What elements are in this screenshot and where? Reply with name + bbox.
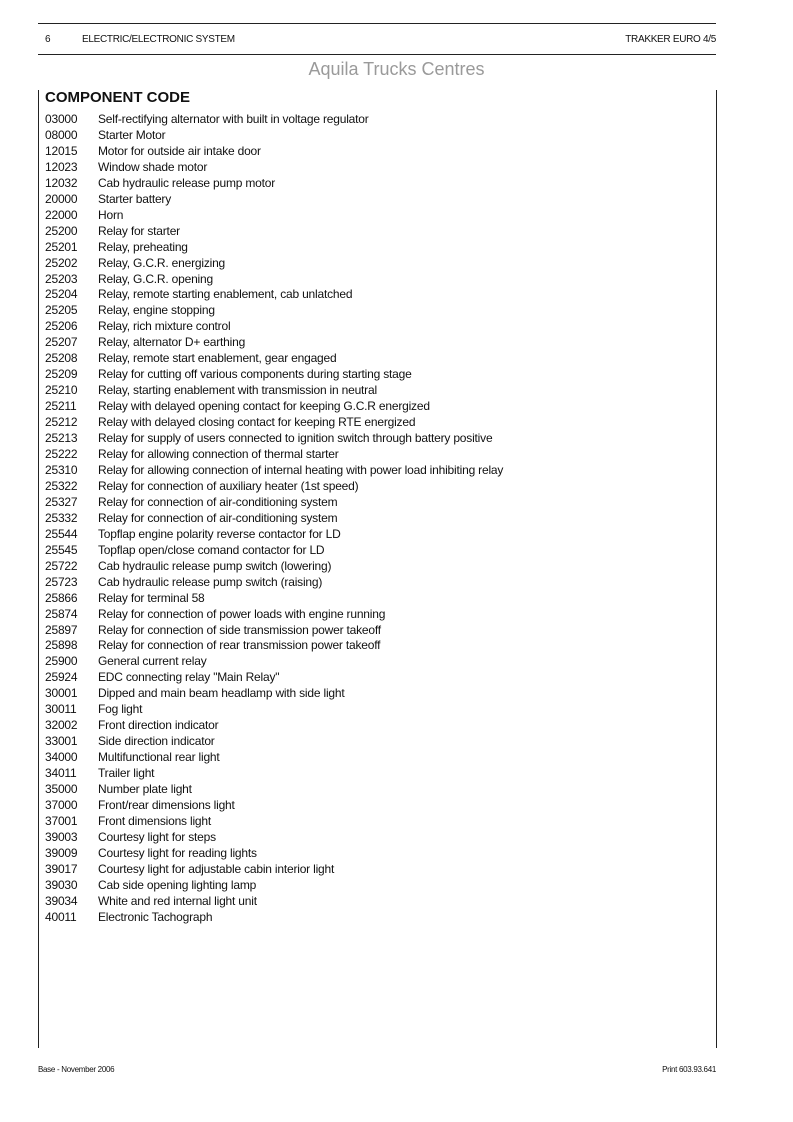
component-code: 20000 <box>45 191 78 206</box>
component-description: Relay for supply of users connected to ignition switch through battery positive <box>98 431 493 446</box>
component-description: Relay for allowing connection of thermal starter <box>98 447 339 462</box>
component-code: 03000 <box>45 112 78 126</box>
component-row <box>45 797 503 813</box>
component-description: Relay for connection of side transmission power takeoff <box>98 622 381 637</box>
component-code: 35000 <box>45 782 78 797</box>
component-code: 37001 <box>45 813 78 828</box>
component-code: 25866 <box>45 590 78 605</box>
component-row <box>45 813 503 829</box>
component-description: Relay for connection of air-conditioning system <box>98 510 338 525</box>
header-bottom-rule <box>38 54 716 55</box>
component-code: 37000 <box>45 797 78 812</box>
watermark: Aquila Trucks Centres <box>308 59 485 79</box>
component-description: Relay, G.C.R. opening <box>98 271 213 286</box>
component-code: 08000 <box>45 127 78 142</box>
component-code: 34000 <box>45 750 78 765</box>
component-code: 25205 <box>45 303 78 318</box>
component-row <box>45 255 503 271</box>
component-description: Relay, alternator D+ earthing <box>98 335 246 350</box>
component-description: Trailer light <box>98 766 155 781</box>
component-code: 39017 <box>45 861 78 876</box>
component-row <box>45 574 503 590</box>
component-description: Relay, remote start enablement, gear engaged <box>98 351 337 366</box>
component-code: 12015 <box>45 143 78 158</box>
component-description: Cab hydraulic release pump switch (raising) <box>98 574 323 589</box>
component-description: Front direction indicator <box>98 718 219 733</box>
component-row <box>45 669 503 685</box>
component-description: Courtesy light for steps <box>98 829 216 844</box>
component-row <box>45 606 503 622</box>
component-code: 25310 <box>45 462 78 477</box>
component-row <box>45 286 503 302</box>
component-row <box>45 733 503 749</box>
component-code: 25203 <box>45 271 78 286</box>
component-description: Cab hydraulic release pump switch (lowering) <box>98 558 332 573</box>
component-code: 39030 <box>45 877 78 892</box>
model-name: TRAKKER EURO 4/5 <box>625 34 716 45</box>
component-description: Relay, remote starting enablement, cab unlatched <box>98 287 353 302</box>
component-code: 25900 <box>45 654 78 669</box>
component-description: Relay, preheating <box>98 239 188 254</box>
component-description: Topflap engine polarity reverse contactor for LD <box>98 526 341 541</box>
component-row <box>45 749 503 765</box>
component-row <box>45 542 503 558</box>
component-row <box>45 143 503 159</box>
component-row <box>45 893 503 909</box>
component-description: Starter Motor <box>98 127 166 142</box>
component-row <box>45 350 503 366</box>
component-description: White and red internal light unit <box>98 893 257 908</box>
component-row <box>45 845 503 861</box>
component-code: 40011 <box>45 909 77 924</box>
component-description: Relay, rich mixture control <box>98 319 231 334</box>
component-description: Relay, engine stopping <box>98 303 215 318</box>
component-description: Horn <box>98 207 124 222</box>
component-description: Relay for connection of rear transmission power takeoff <box>98 638 381 653</box>
component-row <box>45 526 503 542</box>
component-row <box>45 414 503 430</box>
component-row <box>45 590 503 606</box>
component-description: Relay for starter <box>98 223 180 238</box>
component-description: Topflap open/close comand contactor for LD <box>98 542 325 557</box>
component-row <box>45 382 503 398</box>
component-code: 39034 <box>45 893 78 908</box>
component-description: Relay with delayed closing contact for keeping RTE energized <box>98 415 416 430</box>
component-code: 25332 <box>45 510 78 525</box>
component-description: Relay for allowing connection of internal heating with power load inhibiting relay <box>98 462 504 477</box>
component-code: 25208 <box>45 351 78 366</box>
component-code: 25874 <box>45 606 78 621</box>
component-code: 30011 <box>45 702 77 717</box>
component-description: Starter battery <box>98 191 172 206</box>
component-row <box>45 909 503 925</box>
component-row <box>45 510 503 526</box>
component-row <box>45 765 503 781</box>
component-description: Multifunctional rear light <box>98 750 220 765</box>
component-code: 25322 <box>45 478 78 493</box>
component-code: 12023 <box>45 159 78 174</box>
component-code: 25897 <box>45 622 78 637</box>
component-row <box>45 430 503 446</box>
component-code: 25222 <box>45 447 78 462</box>
component-row <box>45 271 503 287</box>
component-description: Cab hydraulic release pump motor <box>98 175 276 190</box>
page-heading: COMPONENT CODE <box>45 89 191 106</box>
component-code: 25211 <box>45 399 77 414</box>
component-row <box>45 159 503 175</box>
component-row <box>45 302 503 318</box>
component-code: 39009 <box>45 845 78 860</box>
component-row <box>45 175 503 191</box>
component-row <box>45 111 503 127</box>
component-code: 39003 <box>45 829 78 844</box>
component-description: Relay for connection of power loads with engine running <box>98 606 386 621</box>
component-description: Dipped and main beam headlamp with side light <box>98 686 345 701</box>
component-code: 32002 <box>45 718 78 733</box>
component-code: 12032 <box>45 175 78 190</box>
page-number: 6 <box>45 34 51 45</box>
component-description: Cab side opening lighting lamp <box>98 877 257 892</box>
component-row <box>45 781 503 797</box>
component-description: Courtesy light for adjustable cabin interior light <box>98 861 335 876</box>
component-row <box>45 398 503 414</box>
component-description: Relay, starting enablement with transmission in neutral <box>98 383 377 398</box>
component-row <box>45 701 503 717</box>
component-list <box>45 111 503 925</box>
component-code: 25204 <box>45 287 78 302</box>
component-code: 30001 <box>45 686 78 701</box>
component-row <box>45 334 503 350</box>
component-code: 25212 <box>45 415 78 430</box>
component-row <box>45 637 503 653</box>
component-description: Motor for outside air intake door <box>98 143 261 158</box>
component-code: 25200 <box>45 223 78 238</box>
component-row <box>45 191 503 207</box>
component-code: 25545 <box>45 542 78 557</box>
footer-print-code: Print 603.93.641 <box>662 1065 716 1074</box>
component-row <box>45 558 503 574</box>
component-description: Side direction indicator <box>98 734 215 749</box>
component-row <box>45 223 503 239</box>
component-description: Relay for cutting off various components during starting stage <box>98 367 412 382</box>
component-code: 25207 <box>45 335 78 350</box>
component-code: 22000 <box>45 207 78 222</box>
footer-edition: Base - November 2006 <box>38 1065 115 1074</box>
component-description: Electronic Tachograph <box>98 909 213 924</box>
component-row <box>45 685 503 701</box>
right-margin-rule <box>716 90 717 1048</box>
component-description: Fog light <box>98 702 143 717</box>
component-description: Relay for connection of auxiliary heater (1st speed) <box>98 478 359 493</box>
component-row <box>45 366 503 382</box>
component-code: 25213 <box>45 431 78 446</box>
component-code: 25327 <box>45 494 78 509</box>
component-description: Number plate light <box>98 782 192 797</box>
component-description: EDC connecting relay "Main Relay" <box>98 670 280 685</box>
component-description: Relay, G.C.R. energizing <box>98 255 226 270</box>
component-description: Self-rectifying alternator with built in voltage regulator <box>98 112 369 126</box>
component-code: 25898 <box>45 638 78 653</box>
component-row <box>45 861 503 877</box>
component-row <box>45 478 503 494</box>
component-row <box>45 653 503 669</box>
component-row <box>45 622 503 638</box>
component-description: Relay for connection of air-conditioning system <box>98 494 338 509</box>
component-row <box>45 494 503 510</box>
component-row <box>45 877 503 893</box>
component-row <box>45 239 503 255</box>
left-margin-rule <box>38 90 39 1048</box>
component-row <box>45 829 503 845</box>
component-row <box>45 446 503 462</box>
component-description: Front dimensions light <box>98 813 211 828</box>
component-description: Front/rear dimensions light <box>98 797 235 812</box>
component-code: 34011 <box>45 766 77 781</box>
component-code: 25210 <box>45 383 78 398</box>
component-row <box>45 318 503 334</box>
header-top-rule <box>38 23 716 24</box>
component-code: 25201 <box>45 239 78 254</box>
component-code: 25209 <box>45 367 78 382</box>
component-row <box>45 462 503 478</box>
component-code: 25723 <box>45 574 78 589</box>
component-description: Courtesy light for reading lights <box>98 845 257 860</box>
component-description: Relay for terminal 58 <box>98 590 205 605</box>
component-code: 25722 <box>45 558 78 573</box>
section-title: ELECTRIC/ELECTRONIC SYSTEM <box>82 34 235 45</box>
component-row <box>45 717 503 733</box>
component-description: General current relay <box>98 654 207 669</box>
component-code: 25206 <box>45 319 78 334</box>
component-description: Window shade motor <box>98 159 208 174</box>
component-row <box>45 207 503 223</box>
component-code: 25544 <box>45 526 78 541</box>
component-row <box>45 127 503 143</box>
component-code: 25924 <box>45 670 78 685</box>
component-code: 25202 <box>45 255 78 270</box>
component-description: Relay with delayed opening contact for keeping G.C.R energized <box>98 399 430 414</box>
component-code: 33001 <box>45 734 78 749</box>
